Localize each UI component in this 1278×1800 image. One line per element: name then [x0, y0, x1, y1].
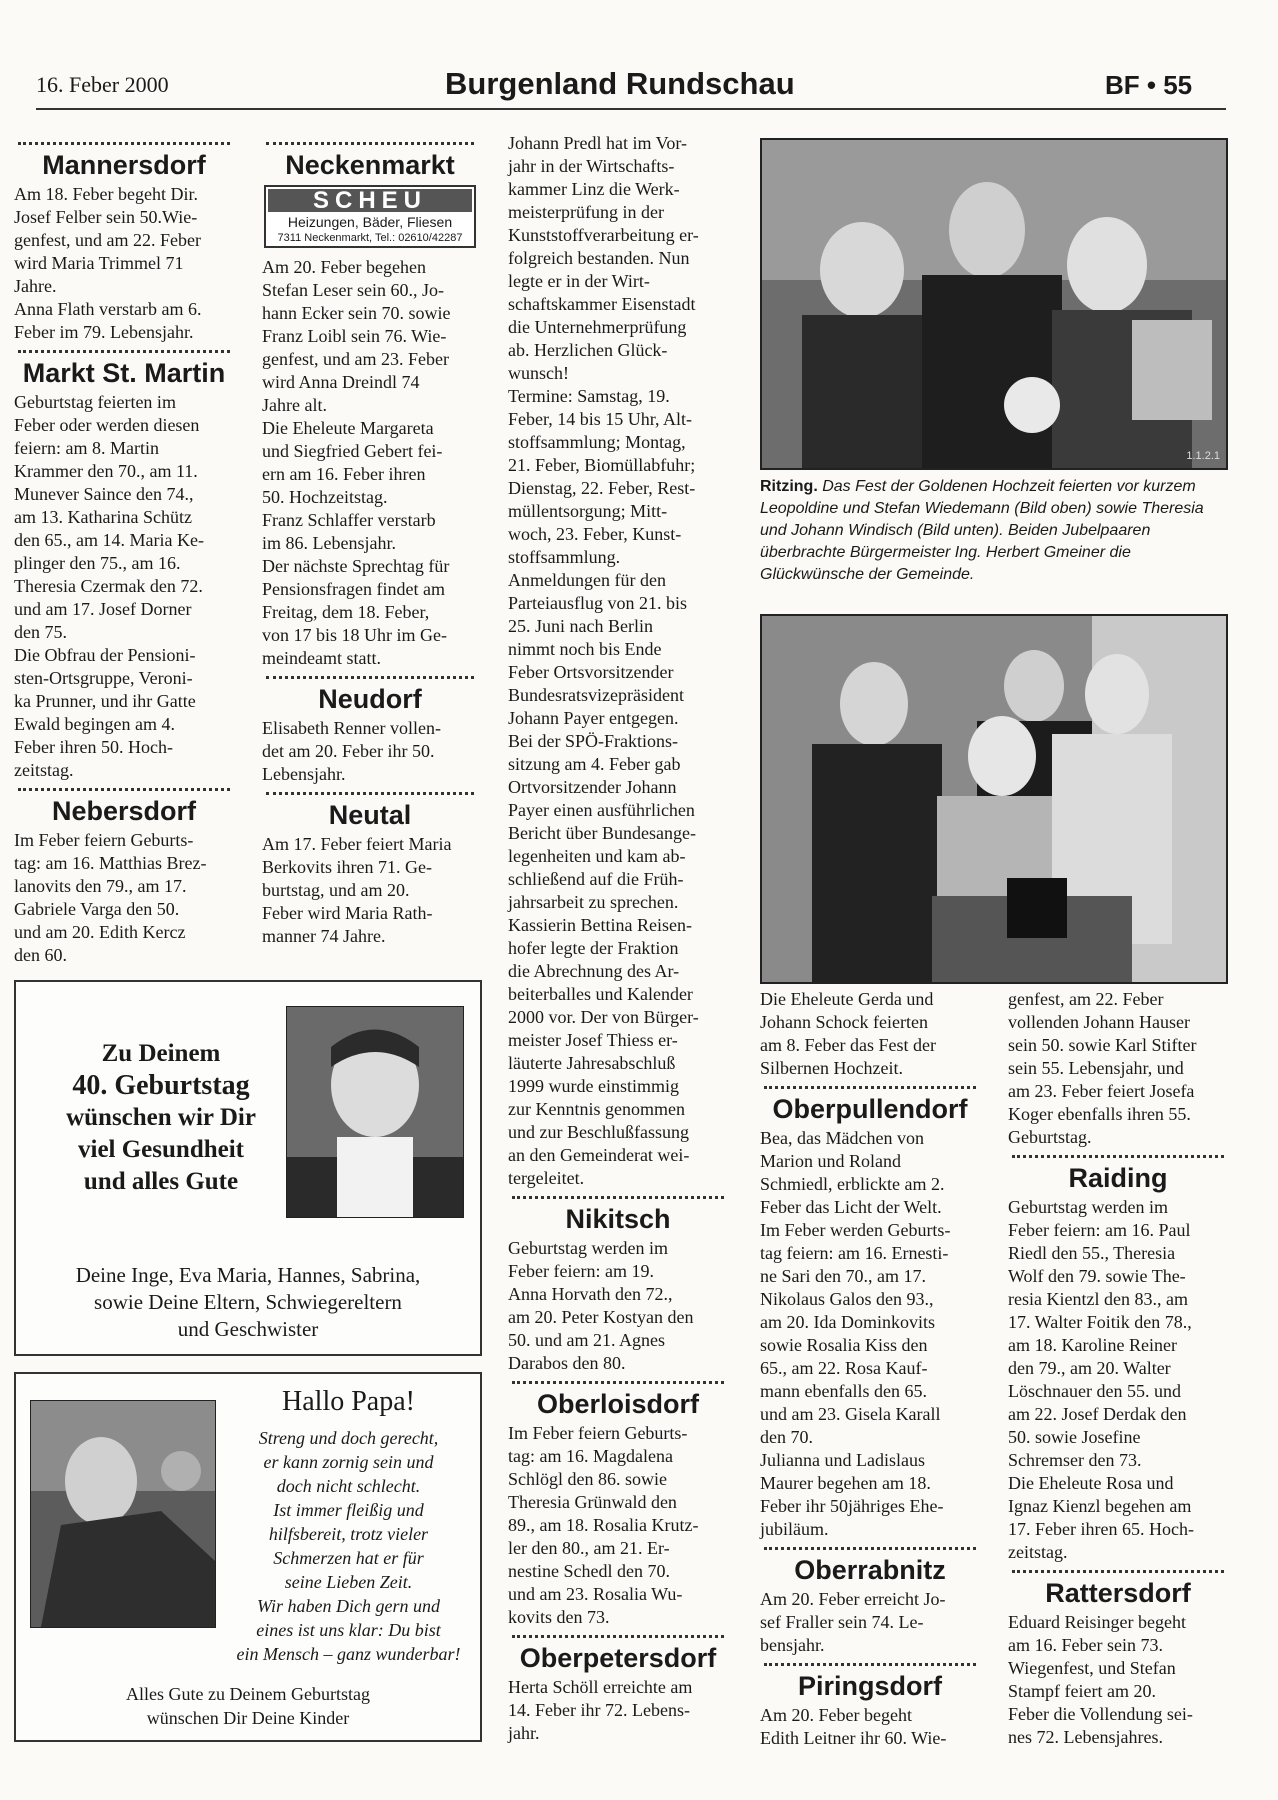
article-rattersdorf [1008, 1577, 1228, 1749]
article-neckenmarkt [262, 149, 478, 670]
text-line: vollenden Johann Hauser [1008, 1012, 1190, 1032]
text-line: und am 23. Rosalia Wu- [508, 1584, 683, 1604]
text-line: jahr in der Wirtschafts- [508, 156, 675, 176]
text-line: Feber die Vollendung sei- [1008, 1704, 1193, 1724]
text-line: sowie Rosalia Kiss den [760, 1335, 928, 1355]
text-line: Im Feber werden Geburts- [760, 1220, 951, 1240]
text-line: nes 72. Lebensjahres. [1008, 1727, 1163, 1747]
article-markt-st-martin [14, 357, 234, 782]
article-body [14, 391, 234, 782]
text-line: Pensionsfragen findet am [262, 579, 445, 599]
text-line: Feber ihren 50. Hoch- [14, 737, 173, 757]
text-line: schaftskammer Eisenstadt [508, 294, 696, 314]
text-line: legenheiten und kam ab- [508, 846, 686, 866]
greeting-line: Zu Deinem [101, 1040, 221, 1067]
article-body [760, 1704, 980, 1750]
text-line: Feber feiern: am 19. [508, 1261, 654, 1281]
text-line: Jahre alt. [262, 395, 327, 415]
article-body [1008, 988, 1228, 1149]
text-line: Löschnauer den 55. und [1008, 1381, 1181, 1401]
issue-date: 16. Feber 2000 [36, 72, 169, 97]
papa-image [31, 1401, 215, 1627]
text-line: sein 55. Lebensjahr, und [1008, 1058, 1184, 1078]
text-line: von 17 bis 18 Uhr im Ge- [262, 625, 447, 645]
text-line: am 20. Peter Kostyan den [508, 1307, 694, 1327]
text-line: hofer legte der Fraktion [508, 938, 679, 958]
text-line: Bundesratsvizepräsident [508, 685, 684, 705]
text-line: Die Eheleute Rosa und [1008, 1473, 1174, 1493]
text-line: kovits den 73. [508, 1607, 610, 1627]
text-line: Alles Gute zu Deinem Geburtstag [126, 1684, 370, 1704]
text-line: Jahre. [14, 276, 57, 296]
text-line: am 16. Feber sein 73. [1008, 1635, 1163, 1655]
article-title: Nebersdorf [51, 796, 197, 826]
text-line: Die Eheleute Margareta [262, 418, 434, 438]
text-line: am 8. Feber das Fest der [760, 1035, 936, 1055]
text-line: Bei der SPÖ-Fraktions- [508, 731, 678, 751]
text-line: Im Feber feiern Geburts- [508, 1423, 688, 1443]
text-line: Anmeldungen für den [508, 570, 666, 590]
ad-brand: SCHEU [268, 189, 472, 212]
text-line: den 79., am 20. Walter [1008, 1358, 1171, 1378]
text-line: hann Ecker sein 70. sowie [262, 303, 451, 323]
text-line: Darabos den 80. [508, 1353, 626, 1373]
divider [512, 1635, 724, 1638]
text-line: Marion und Roland [760, 1151, 901, 1171]
article-body [760, 1127, 980, 1541]
article-body [508, 1676, 728, 1745]
scheu-advertisement [264, 185, 476, 248]
birthday-greeting [36, 1038, 286, 1198]
article-title: Neudorf [318, 684, 422, 714]
text-line: zeitstag. [1008, 1542, 1068, 1562]
article-body [14, 183, 234, 344]
text-line: sitzung am 4. Feber gab [508, 754, 681, 774]
text-line: Stampf feiert am 20. [1008, 1681, 1156, 1701]
text-line: nimmt noch bis Ende [508, 639, 662, 659]
text-line: Am 20. Feber erreicht Jo- [760, 1589, 946, 1609]
text-line: Am 17. Feber feiert Maria [262, 834, 452, 854]
text-line: meindeamt statt. [262, 648, 381, 668]
text-line: den 75. [14, 622, 67, 642]
text-line: Feber wird Maria Rath- [262, 903, 433, 923]
article-oberpetersdorf [508, 1642, 728, 1745]
portrait-image [287, 1007, 463, 1217]
article-body [262, 717, 478, 786]
text-line: burtstag, und am 20. [262, 880, 410, 900]
text-line: Eduard Reisinger begeht [1008, 1612, 1186, 1632]
text-line: jahrsarbeit zu sprechen. [508, 892, 679, 912]
text-line: Geburtstag werden im [508, 1238, 668, 1258]
article-schock [760, 988, 980, 1080]
article-title: Oberrabnitz [794, 1555, 946, 1585]
text-line: am 23. Feber feiert Josefa [1008, 1081, 1195, 1101]
text-line: beiterballes und Kalender [508, 984, 693, 1004]
ad-services: Heizungen, Bäder, Fliesen [287, 214, 453, 230]
text-line: Josef Felber sein 50.Wie- [14, 207, 198, 227]
text-line: ne Sari den 70., am 17. [760, 1266, 926, 1286]
divider [266, 676, 474, 679]
text-line: 2000 vor. Der von Bürger- [508, 1007, 699, 1027]
text-line: resia Kientzl den 83., am [1008, 1289, 1188, 1309]
text-line: tag: am 16. Magdalena [508, 1446, 673, 1466]
text-line: den 65., am 14. Maria Ke- [14, 530, 204, 550]
text-line: 14. Feber ihr 72. Lebens- [508, 1700, 690, 1720]
text-line: mann ebenfalls den 65. [760, 1381, 927, 1401]
text-line: an den Gemeinderat wei- [508, 1145, 690, 1165]
text-line: sef Fraller sein 74. Le- [760, 1612, 924, 1632]
article-title: Markt St. Martin [22, 358, 226, 388]
greeting-line: viel Gesundheit [78, 1136, 244, 1163]
column-2 [262, 136, 478, 948]
text-line: hilfsbereit, trotz vieler [268, 1524, 429, 1544]
text-line: Nikolaus Galos den 93., [760, 1289, 934, 1309]
text-line: Ist immer fleißig und [273, 1500, 424, 1520]
divider [1012, 1155, 1224, 1158]
text-line: Geburtstag werden im [1008, 1197, 1168, 1217]
text-line: Freitag, dem 18. Feber, [262, 602, 430, 622]
text-line: Feber ihr 50jähriges Ehe- [760, 1496, 944, 1516]
article-title: Oberpullendorf [772, 1094, 968, 1124]
article-body [760, 1588, 980, 1657]
column-3 [508, 132, 728, 1745]
text-line: 1999 wurde einstimmig [508, 1076, 679, 1096]
text-line: Wir haben Dich gern und [257, 1596, 440, 1616]
text-line: den 60. [14, 945, 67, 965]
article-continued [508, 132, 728, 1190]
text-line: meister Josef Thiess er- [508, 1030, 678, 1050]
text-line: Streng und doch gerecht, [258, 1428, 439, 1448]
text-line: Gabriele Varga den 50. [14, 899, 180, 919]
text-line: sten-Ortsgruppe, Veroni- [14, 668, 193, 688]
article-oberrabnitz [760, 1554, 980, 1657]
text-line: genfest, und am 23. Feber [262, 349, 449, 369]
text-line: doch nicht schlecht. [276, 1476, 421, 1496]
text-line: wünschen Dir Deine Kinder [146, 1708, 350, 1728]
text-line: meisterprüfung in der [508, 202, 664, 222]
column-5 [1008, 988, 1228, 1749]
text-line: Anna Horvath den 72., [508, 1284, 673, 1304]
text-line: zeitstag. [14, 760, 74, 780]
text-line: Feber im 79. Lebensjahr. [14, 322, 194, 342]
text-line: Geburtstag feierten im [14, 392, 176, 412]
column-4 [760, 988, 980, 1750]
text-line: det am 20. Feber ihr 50. [262, 741, 435, 761]
article-body [508, 1237, 728, 1375]
text-line: müllentsorgung; Mitt- [508, 501, 668, 521]
text-line: 65., am 22. Rosa Kauf- [760, 1358, 928, 1378]
text-line: jahr. [508, 1723, 540, 1743]
text-line: Theresia Czermak den 72. [14, 576, 203, 596]
text-line: Dienstag, 22. Feber, Rest- [508, 478, 696, 498]
text-line: die Unternehmerprüfung [508, 317, 687, 337]
article-raiding [1008, 1162, 1228, 1564]
article-title: Raiding [1068, 1163, 1168, 1193]
article-title: Oberloisdorf [536, 1389, 699, 1419]
text-line: 50. Hochzeitstag. [262, 487, 388, 507]
text-line: wird Maria Trimmel 71 [14, 253, 184, 273]
text-line: Riedl den 55., Theresia [1008, 1243, 1176, 1263]
signature-line: sowie Deine Eltern, Schwiegereltern [94, 1290, 402, 1314]
text-line: Edith Leitner ihr 60. Wie- [760, 1728, 947, 1748]
divider [764, 1086, 976, 1089]
text-line: Bericht über Bundesange- [508, 823, 696, 843]
text-line: jubiläum. [760, 1519, 829, 1539]
text-line: und zur Beschlußfassung [508, 1122, 689, 1142]
article-title: Neckenmarkt [285, 150, 455, 180]
text-line: Am 20. Feber begehen [262, 257, 426, 277]
text-line: Stefan Leser sein 60., Jo- [262, 280, 444, 300]
text-line: genfest, am 22. Feber [1008, 989, 1164, 1009]
article-title: Nikitsch [565, 1204, 671, 1234]
article-title: Piringsdorf [797, 1671, 942, 1701]
text-line: läuterte Jahresabschluß [508, 1053, 676, 1073]
papa-title: Hallo Papa! [282, 1386, 415, 1417]
text-line: feiern: am 8. Martin [14, 438, 159, 458]
text-line: Bea, das Mädchen von [760, 1128, 924, 1148]
text-line: Im Feber feiern Geburts- [14, 830, 194, 850]
article-body [262, 256, 478, 670]
text-line: Wiegenfest, und Stefan [1008, 1658, 1176, 1678]
text-line: plinger den 75., am 16. [14, 553, 181, 573]
text-line: Schmiedl, erblickte am 2. [760, 1174, 945, 1194]
text-line: Herta Schöll erreichte am [508, 1677, 693, 1697]
text-line: er kann zornig sein und [263, 1452, 434, 1472]
text-line: 50. und am 21. Agnes [508, 1330, 665, 1350]
divider [512, 1196, 724, 1199]
divider [18, 142, 230, 145]
photo-wiedemann-couple [760, 138, 1228, 470]
column-1 [14, 136, 234, 967]
photo-label: 1.1.2.1 [1186, 450, 1220, 462]
text-line: Silbernen Hochzeit. [760, 1058, 903, 1078]
text-line: Munever Saince den 74., [14, 484, 194, 504]
text-line: wunsch! [508, 363, 569, 383]
text-line: ka Prunner, und ihr Gatte [14, 691, 196, 711]
text-line: lanovits den 79., am 17. [14, 876, 187, 896]
text-line: Schmerzen hat er für [273, 1548, 424, 1568]
photo-image [762, 616, 1226, 982]
text-line: Feber, 14 bis 15 Uhr, Alt- [508, 409, 693, 429]
text-line: 17. Walter Foitik den 78., [1008, 1312, 1192, 1332]
text-line: im 86. Lebensjahr. [262, 533, 396, 553]
text-line: Die Obfrau der Pensioni- [14, 645, 196, 665]
divider [18, 788, 230, 791]
text-line: Schremser den 73. [1008, 1450, 1142, 1470]
text-line: Elisabeth Renner vollen- [262, 718, 441, 738]
text-line: Feber oder werden diesen [14, 415, 200, 435]
divider [764, 1663, 976, 1666]
divider [512, 1381, 724, 1384]
text-line: Payer einen ausführlichen [508, 800, 695, 820]
article-title: Neutal [328, 800, 412, 830]
text-line: am 22. Josef Derdak den [1008, 1404, 1187, 1424]
text-line: ab. Herzlichen Glück- [508, 340, 668, 360]
text-line: den 70. [760, 1427, 813, 1447]
article-body [262, 833, 478, 948]
text-line: tag feiern: am 16. Ernesti- [760, 1243, 949, 1263]
text-line: legte er in der Wirt- [508, 271, 650, 291]
signature-line: Deine Inge, Eva Maria, Hannes, Sabrina, [75, 1263, 421, 1287]
text-line: am 18. Karoline Reiner [1008, 1335, 1177, 1355]
papa-poem [221, 1426, 476, 1666]
text-line: Die Eheleute Gerda und [760, 989, 934, 1009]
text-line: Ortvorsitzender Johann [508, 777, 677, 797]
article-neutal [262, 799, 478, 948]
text-line: ein Mensch – ganz wunderbar! [236, 1644, 461, 1664]
ad-address: 7311 Neckenmarkt, Tel.: 02610/42287 [277, 232, 463, 244]
text-line: 21. Feber, Biomüllabfuhr; [508, 455, 696, 475]
greeting-line: 40. Geburtstag [72, 1070, 250, 1101]
caption-place: Ritzing. [760, 478, 818, 495]
text-line: genfest, und am 22. Feber [14, 230, 201, 250]
text-line: Franz Schlaffer verstarb [262, 510, 436, 530]
divider [266, 792, 474, 795]
text-line: Am 20. Feber begeht [760, 1705, 912, 1725]
photo-image [762, 140, 1226, 468]
article-body [1008, 1611, 1228, 1749]
text-line: und am 17. Josef Dorner [14, 599, 192, 619]
article-piringsdorf [760, 1670, 980, 1750]
article-body [760, 988, 980, 1080]
text-line: zur Kenntnis genommen [508, 1099, 685, 1119]
newspaper-title: Burgenland Rundschau [445, 66, 795, 101]
text-line: 17. Feber ihren 65. Hoch- [1008, 1519, 1194, 1539]
text-line: wird Anna Dreindl 74 [262, 372, 420, 392]
text-line: Krammer den 70., am 11. [14, 461, 198, 481]
text-line: und am 20. Edith Kercz [14, 922, 186, 942]
birthday-40-advertisement [14, 980, 482, 1356]
article-oberloisdorf [508, 1388, 728, 1629]
text-line: Der nächste Sprechtag für [262, 556, 450, 576]
text-line: Feber Ortsvorsitzender [508, 662, 674, 682]
article-nikitsch [508, 1203, 728, 1375]
article-oberpullendorf [760, 1093, 980, 1541]
hallo-papa-advertisement [14, 1372, 482, 1742]
text-line: bensjahr. [760, 1635, 825, 1655]
text-line: Kunststoffverarbeitung er- [508, 225, 699, 245]
article-title: Oberpetersdorf [519, 1643, 717, 1673]
text-line: Anna Flath verstarb am 6. [14, 299, 202, 319]
article-title: Rattersdorf [1045, 1578, 1191, 1608]
text-line: Johann Predl hat im Vor- [508, 133, 687, 153]
text-line: eines ist uns klar: Du bist [256, 1620, 441, 1640]
signature-line: und Geschwister [177, 1317, 319, 1341]
divider [1012, 1570, 1224, 1573]
text-line: Parteiausflug von 21. bis [508, 593, 687, 613]
text-line: stoffsammlung. [508, 547, 621, 567]
text-line: Am 18. Feber begeht Dir. [14, 184, 198, 204]
text-line: Johann Payer entgegen. [508, 708, 679, 728]
text-line: Johann Schock feierten [760, 1012, 928, 1032]
text-line: Franz Loibl sein 76. Wie- [262, 326, 447, 346]
text-line: Kassierin Bettina Reisen- [508, 915, 692, 935]
text-line: Wolf den 79. sowie The- [1008, 1266, 1186, 1286]
text-line: am 13. Katharina Schütz [14, 507, 192, 527]
text-line: Termine: Samstag, 19. [508, 386, 670, 406]
photo-windisch-couple [760, 614, 1228, 984]
papa-footer [16, 1682, 480, 1730]
text-line: folgreich bestanden. Nun [508, 248, 690, 268]
text-line: Theresia Grünwald den [508, 1492, 677, 1512]
greeting-line: und alles Gute [83, 1168, 239, 1195]
text-line: Maurer begehen am 18. [760, 1473, 931, 1493]
text-line: woch, 23. Feber, Kunst- [508, 524, 682, 544]
text-line: Schlögl den 86. sowie [508, 1469, 667, 1489]
article-neudorf [262, 683, 478, 786]
text-line: tergeleitet. [508, 1168, 585, 1188]
article-body [508, 132, 728, 1190]
text-line: Berkovits ihren 71. Ge- [262, 857, 432, 877]
text-line: ler den 80., am 21. Er- [508, 1538, 670, 1558]
article-piringsdorf-continued [1008, 988, 1228, 1149]
text-line: Koger ebenfalls ihren 55. [1008, 1104, 1191, 1124]
article-body [508, 1422, 728, 1629]
article-body [1008, 1196, 1228, 1564]
text-line: Lebensjahr. [262, 764, 346, 784]
text-line: Feber das Licht der Welt. [760, 1197, 942, 1217]
header-rule [36, 108, 1226, 110]
text-line: 50. sowie Josefine [1008, 1427, 1141, 1447]
text-line: die Abrechnung des Ar- [508, 961, 680, 981]
text-line: und Siegfried Gebert fei- [262, 441, 443, 461]
text-line: 25. Juni nach Berlin [508, 616, 653, 636]
text-line: kammer Linz die Werk- [508, 179, 680, 199]
text-line: schließend auf die Früh- [508, 869, 684, 889]
greeting-line: wünschen wir Dir [66, 1104, 256, 1131]
article-mannersdorf [14, 149, 234, 344]
text-line: Geburtstag. [1008, 1127, 1092, 1147]
photo-caption [760, 476, 1226, 586]
text-line: am 20. Ida Dominkovits [760, 1312, 935, 1332]
text-line: Ewald begingen am 4. [14, 714, 175, 734]
portrait-photo [286, 1006, 464, 1218]
article-nebersdorf [14, 795, 234, 967]
text-line: Julianna und Ladislaus [760, 1450, 925, 1470]
text-line: tag: am 16. Matthias Brez- [14, 853, 207, 873]
text-line: seine Lieben Zeit. [284, 1572, 413, 1592]
article-body [14, 829, 234, 967]
text-line: Ignaz Kienzl begehen am [1008, 1496, 1192, 1516]
article-title: Mannersdorf [42, 150, 206, 180]
birthday-signatures [16, 1262, 480, 1343]
text-line: stoffsammlung; Montag, [508, 432, 686, 452]
text-line: sein 50. sowie Karl Stifter [1008, 1035, 1197, 1055]
divider [266, 142, 474, 145]
divider [18, 350, 230, 353]
text-line: ern am 16. Feber ihren [262, 464, 426, 484]
text-line: manner 74 Jahre. [262, 926, 386, 946]
text-line: nestine Schedl den 70. [508, 1561, 670, 1581]
papa-photo [30, 1400, 216, 1628]
text-line: 89., am 18. Rosalia Krutz- [508, 1515, 699, 1535]
page-number: BF • 55 [1105, 70, 1193, 100]
text-line: und am 23. Gisela Karall [760, 1404, 941, 1424]
text-line: Feber feiern: am 16. Paul [1008, 1220, 1191, 1240]
caption-text: Das Fest der Goldenen Hochzeit feierten vor kurzem Leopoldine und Stefan Wiedemann (Bild oben) sowie Theresia und Johann Windisch (Bild unten). Beiden Jubelpaaren überbrachte Bürgermeister Ing. Herbert Gmeiner die Glückwünsche der Gemeinde. [760, 478, 1204, 583]
divider [764, 1547, 976, 1550]
